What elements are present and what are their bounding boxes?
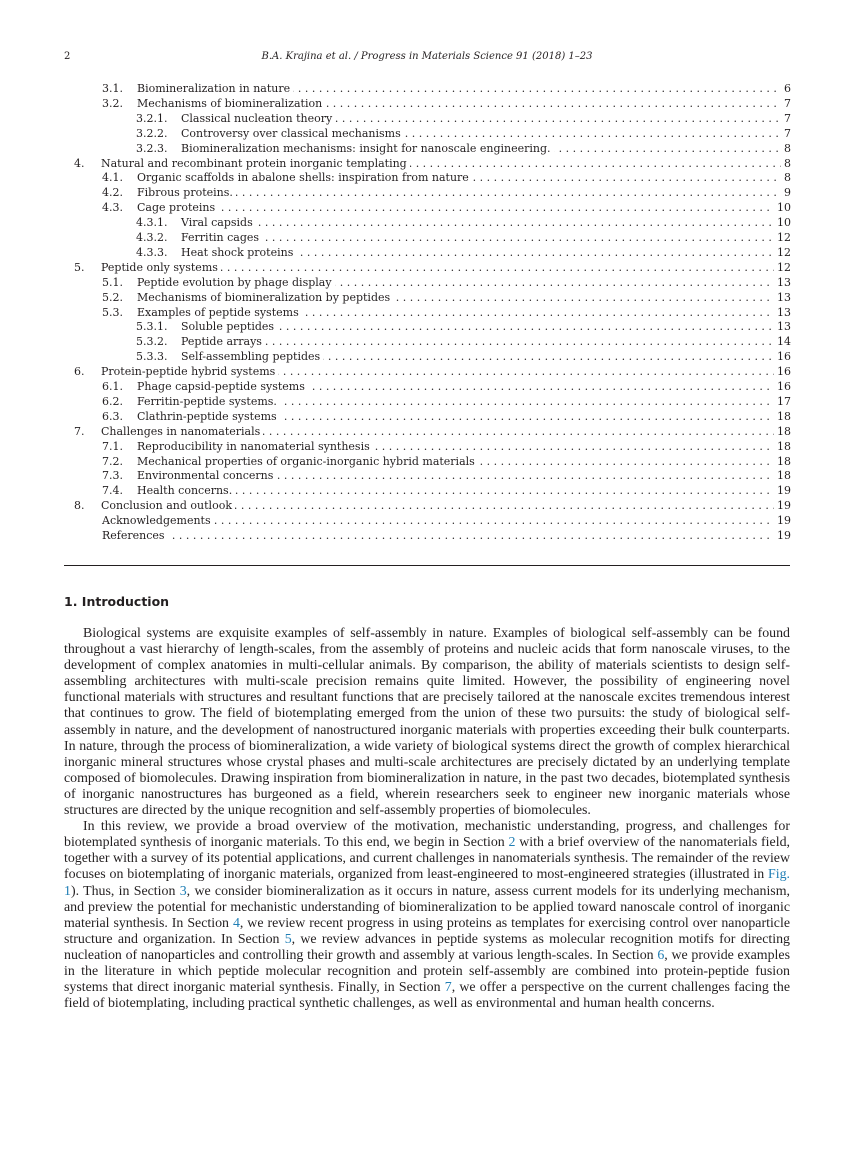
toc-entry-number: 6. [74,365,85,379]
divider-rule [64,565,790,566]
section-heading: 1. Introduction [64,594,170,609]
toc-entry-page: 19 [774,513,791,528]
toc-entry-title: Classical nucleation theory [181,111,335,126]
toc-entry-page: 13 [774,290,791,305]
toc-entry-title: Environmental concerns [137,468,276,483]
toc-entry-number: 5.3.3. [136,350,168,364]
toc-entry-number: 4.3.2. [136,231,168,244]
toc-entry-page: 18 [774,454,791,469]
toc-entry-page: 7 [781,111,791,126]
text-run: , we review recent progress in using proteins as templates for exercising control over nanoparticle structure and organization. In Section [64,915,790,947]
text-run: , we offer a perspective on the current challenges facing the field of biotemplating, including practical synthetic challenges, as well as environmental and human health concerns. [64,980,790,1012]
toc-entry-page: 12 [774,230,791,245]
toc-entry[interactable] [0,96,791,111]
toc-entry-title: Ferritin cages [181,230,262,245]
toc-entry[interactable] [0,275,791,290]
text-run: with a brief overview of the nanomaterials field, together with a survey of its potential applications, and current challenges in nanomaterials synthesis. The remainder of the review focuses on biotemplating of inorganic materials, organized from least-engineered to most-engineered strategies (illustrated in [64,835,790,883]
toc-entry-page: 19 [774,498,791,513]
toc-entry-title: Controversy over classical mechanisms [181,126,404,141]
toc-entry[interactable] [0,349,791,364]
toc-entry-page: 7 [781,96,791,111]
page-number: 2 [64,51,71,62]
figure-link[interactable]: Fig. 1 [64,867,790,899]
text-run: , we provide examples in the literature in which peptide molecular recognition and protein self-assembly are combined into protein-peptide fusion systems that direct inorganic material synthesis. Finally, in Section [64,947,790,996]
toc-entry[interactable] [0,498,791,513]
toc-entry-title: Mechanical properties of organic-inorganic hybrid materials [137,454,478,469]
toc-entry-page: 17 [774,394,791,409]
journal-citation: B.A. Krajina et al. / Progress in Materials Science 91 (2018) 1–23 [261,51,593,62]
toc-entry[interactable] [0,81,791,96]
toc-entry-title: Self-assembling peptides [181,349,323,364]
toc-entry-title: Natural and recombinant protein inorganic templating [101,156,410,171]
section-link[interactable]: 7 [444,980,452,996]
toc-dot-leader [181,230,791,245]
toc-entry-page: 13 [774,319,791,334]
toc-entry[interactable] [0,156,791,171]
toc-entry-title: Peptide arrays [181,334,265,349]
toc-entry-page: 7 [781,126,791,141]
toc-entry-page: 10 [774,200,791,215]
toc-entry-title: References [102,528,168,543]
toc-entry-page: 12 [774,245,791,260]
toc-entry-title: Examples of peptide systems [137,305,302,320]
section-link[interactable]: 3 [179,883,187,899]
toc-entry-page: 18 [774,424,791,439]
toc-entry[interactable] [0,215,791,230]
introduction-body [64,626,790,1012]
toc-entry-title: Phage capsid-peptide systems [137,379,308,394]
toc-entry-page: 8 [781,156,791,171]
toc-entry-title: Protein-peptide hybrid systems [101,364,278,379]
toc-entry-number: 5.3.1. [136,320,168,334]
toc-entry[interactable] [0,185,791,200]
toc-entry-page: 13 [774,305,791,320]
toc-entry-title: Clathrin-peptide systems [137,409,280,424]
toc-entry-page: 8 [781,170,791,185]
toc-entry-title: Reproducibility in nanomaterial synthesis [137,439,373,454]
toc-entry-title: Mechanisms of biomineralization by peptides [137,290,393,305]
toc-entry[interactable] [0,170,791,185]
toc-entry-number: 6.1. [102,380,123,393]
toc-entry[interactable] [0,364,791,379]
toc-entry-page: 13 [774,275,791,290]
toc-entry[interactable] [0,454,791,469]
section-link[interactable]: 4 [232,915,240,931]
toc-entry-page: 18 [774,468,791,483]
toc-entry-number: 5.2. [102,290,123,304]
section-link[interactable]: 2 [508,835,516,851]
toc-entry-page: 18 [774,409,791,424]
toc-entry-title: Peptide only systems [101,260,221,275]
toc-entry-page: 6 [781,81,791,96]
text-run: , we review advances in peptide systems as molecular recognition motifs for directing nucleation of nanoparticles and controlling their growth and assembly at various length-scales. In Section [64,931,790,963]
toc-entry-page: 14 [774,334,791,349]
toc-entry[interactable] [0,319,791,334]
section-link[interactable]: 6 [657,947,665,963]
toc-entry-number: 5. [74,260,85,274]
toc-entry-page: 19 [774,483,791,498]
toc-entry-number: 3.1. [102,82,123,95]
toc-entry[interactable] [0,245,791,260]
toc-entry-number: 3.2. [102,96,123,110]
toc-entry[interactable] [0,379,791,394]
toc-entry[interactable] [0,260,791,275]
toc-dot-leader [181,215,791,230]
text-run: In this review, we provide a broad overview of the motivation, mechanistic understanding, progress, and challenges for biotemplated synthesis of inorganic materials. To this end, we begin in Section [64,819,790,851]
running-header [64,51,790,67]
toc-entry-page: 19 [774,528,791,543]
toc-entry-number: 5.3.2. [136,335,168,349]
toc-entry-title: Peptide evolution by phage display [137,275,335,290]
toc-entry-title: Fibrous proteins. [137,185,236,200]
text-run: , we consider biomineralization as it occurs in nature, assess current models for its underlying mechanism, and preview the potential for mechanistic understanding of biomineralization to be applied toward nanoscale control of inorganic material synthesis. In Section [64,883,790,931]
toc-entry-page: 10 [774,215,791,230]
toc-entry-number: 4.3. [102,201,123,215]
toc-entry-number: 3.2.2. [136,126,168,140]
toc-entry-number: 4.3.1. [136,216,168,230]
toc-entry[interactable] [0,394,791,409]
toc-entry-number: 6.3. [102,409,123,423]
toc-entry[interactable] [0,200,791,215]
toc-dot-leader [137,200,791,215]
toc-entry-number: 6.2. [102,394,123,408]
toc-entry-title: Conclusion and outlook [101,498,235,513]
toc-entry[interactable] [0,528,791,543]
toc-entry-number: 4.1. [102,171,123,185]
toc-entry[interactable] [0,483,791,498]
toc-entry[interactable] [0,230,791,245]
toc-entry-page: 16 [774,364,791,379]
toc-entry[interactable] [0,409,791,424]
toc-entry-title: Soluble peptides [181,319,277,334]
toc-entry-page: 18 [774,439,791,454]
toc-entry-page: 12 [774,260,791,275]
intro-paragraph-1: Biological systems are exquisite examples of self-assembly in nature. Examples of biological self-assembly can be found throughout a vast hierarchy of length-scales, from the assembly of proteins and nucleic acids that form nanoscale viruses, to the development of complex anatomies in multi-cellular animals. By comparison, the ability of materials scientists to design self-assembling architectures with multi-scale precision remains quite limited. However, the possibility of engineering novel functional materials with structures and resultant functions that are precisely tailored at the nanoscale excites tremendous interest that continues to grow. The field of biotemplating emerged from the union of these two pursuits: the study of biological self-assembly in nature, and the development of nanostructured inorganic materials with properties exceeding their bulk counterparts. In nature, through the process of biomineralization, a wide variety of biological systems direct the growth of complex hierarchical inorganic mineral structures whose crystal phases and multi-scale architectures are precisely dictated by an underlying template composed of biomolecules. Drawing inspiration from biomineralization in nature, in the past two decades, biotemplated synthesis of inorganic nanostructures has burgeoned as a field, wherein researchers seek to engineer new inorganic materials whose structures are directed by the unique recognition and self-assembly properties of biomolecules. [64,626,790,819]
toc-entry-title: Acknowledgements [102,513,214,528]
toc-dot-leader [102,528,791,543]
text-run: ). Thus, in Section [70,883,180,899]
toc-entry[interactable] [0,334,791,349]
toc-entry-number: 7.3. [102,469,123,483]
toc-entry-title: Challenges in nanomaterials [101,424,263,439]
toc-entry[interactable] [0,290,791,305]
toc-entry-number: 8. [74,499,85,513]
toc-entry-number: 5.1. [102,275,123,289]
toc-entry-number: 3.2.3. [136,141,168,155]
toc-entry-page: 8 [781,141,791,156]
toc-entry-title: Mechanisms of biomineralization [137,96,325,111]
toc-entry-number: 7. [74,424,85,438]
toc-entry-title: Organic scaffolds in abalone shells: inspiration from nature [137,170,472,185]
toc-entry-title: Cage proteins [137,200,218,215]
intro-paragraph-2 [64,819,790,1012]
toc-entry-number: 5.3. [102,305,123,319]
toc-entry-page: 16 [774,349,791,364]
toc-entry-page: 9 [781,185,791,200]
toc-entry-title: Biomineralization mechanisms: insight for nanoscale engineering. [181,141,554,156]
toc-entry-number: 4. [74,156,85,170]
toc-entry-title: Heat shock proteins [181,245,296,260]
toc-entry-title: Biomineralization in nature [137,81,293,96]
toc-entry[interactable] [0,468,791,483]
toc-dot-leader [181,334,791,349]
toc-entry-number: 7.2. [102,454,123,468]
toc-entry-title: Ferritin-peptide systems. [137,394,280,409]
toc-entry[interactable] [0,424,791,439]
toc-entry-number: 4.3.3. [136,245,168,259]
toc-entry-number: 3.2.1. [136,111,168,125]
toc-entry-number: 4.2. [102,186,123,200]
toc-entry[interactable] [0,126,791,141]
toc-entry-title: Viral capsids [181,215,256,230]
toc-entry[interactable] [0,141,791,156]
toc-entry[interactable] [0,513,791,528]
toc-entry-number: 7.1. [102,439,123,453]
toc-entry[interactable] [0,439,791,454]
toc-entry-page: 16 [774,379,791,394]
toc-entry-number: 7.4. [102,484,123,498]
toc-entry[interactable] [0,305,791,320]
toc-entry[interactable] [0,111,791,126]
section-link[interactable]: 5 [284,931,292,947]
toc-entry-title: Health concerns. [137,483,235,498]
